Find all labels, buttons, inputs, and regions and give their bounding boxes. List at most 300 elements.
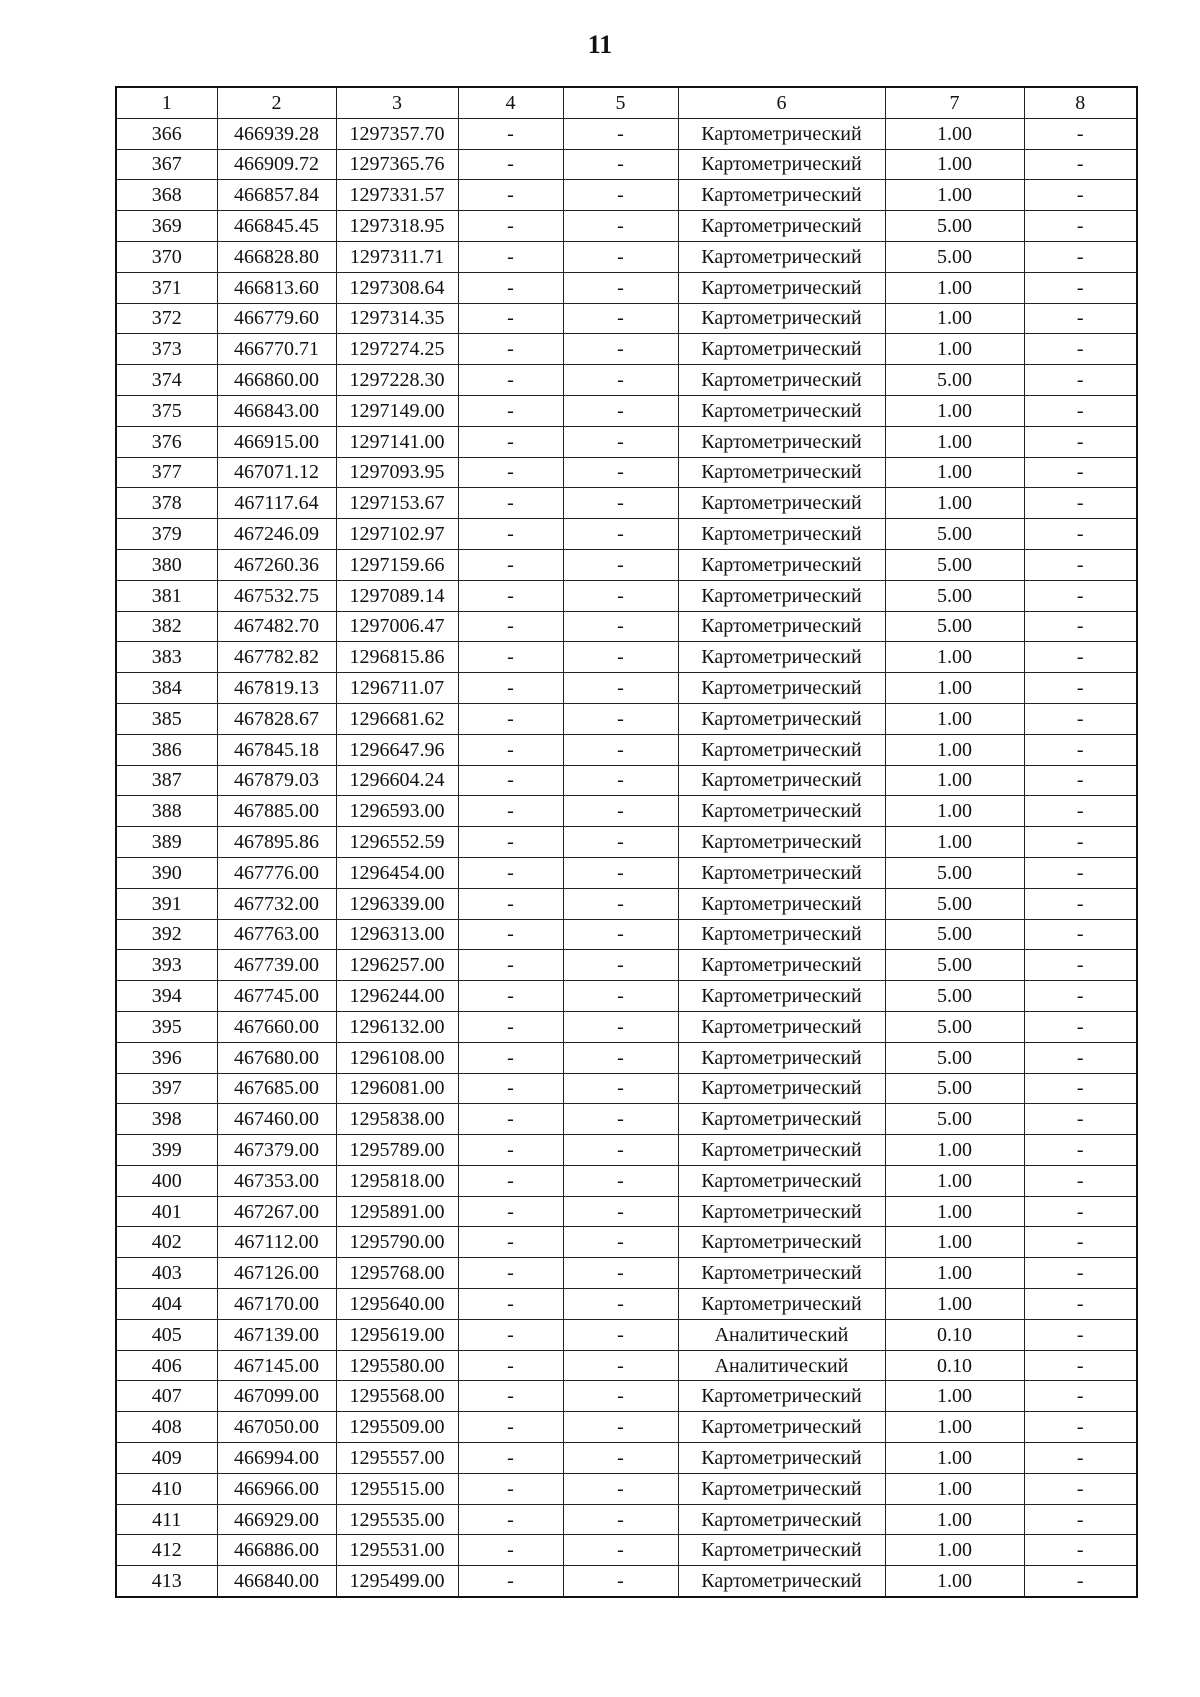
col8-value-cell: - xyxy=(1024,334,1137,365)
col5-value-cell: - xyxy=(563,118,678,149)
col4-value-cell: - xyxy=(458,1227,563,1258)
method-cell: Картометрический xyxy=(678,673,885,704)
page-number: 11 xyxy=(587,30,613,59)
y-coordinate-cell: 1295619.00 xyxy=(336,1319,458,1350)
col4-value-cell: - xyxy=(458,488,563,519)
y-coordinate-cell: 1295818.00 xyxy=(336,1165,458,1196)
y-coordinate-cell: 1296244.00 xyxy=(336,981,458,1012)
accuracy-cell: 5.00 xyxy=(885,580,1024,611)
col8-value-cell: - xyxy=(1024,703,1137,734)
col5-value-cell: - xyxy=(563,1535,678,1566)
col5-value-cell: - xyxy=(563,981,678,1012)
table-row xyxy=(116,1135,1137,1166)
x-coordinate-cell: 466966.00 xyxy=(217,1473,336,1504)
table-row xyxy=(116,1350,1137,1381)
x-coordinate-cell: 467145.00 xyxy=(217,1350,336,1381)
col5-value-cell: - xyxy=(563,1104,678,1135)
method-cell: Картометрический xyxy=(678,1535,885,1566)
col5-value-cell: - xyxy=(563,395,678,426)
point-number-cell: 385 xyxy=(116,703,217,734)
x-coordinate-cell: 466909.72 xyxy=(217,149,336,180)
y-coordinate-cell: 1296108.00 xyxy=(336,1042,458,1073)
x-coordinate-cell: 466813.60 xyxy=(217,272,336,303)
col4-value-cell: - xyxy=(458,1381,563,1412)
col4-value-cell: - xyxy=(458,796,563,827)
x-coordinate-cell: 466915.00 xyxy=(217,426,336,457)
accuracy-cell: 1.00 xyxy=(885,1227,1024,1258)
accuracy-cell: 1.00 xyxy=(885,1535,1024,1566)
point-number-cell: 376 xyxy=(116,426,217,457)
table-row xyxy=(116,981,1137,1012)
y-coordinate-cell: 1297153.67 xyxy=(336,488,458,519)
table-row xyxy=(116,673,1137,704)
y-coordinate-cell: 1297093.95 xyxy=(336,457,458,488)
table-row xyxy=(116,426,1137,457)
x-coordinate-cell: 467660.00 xyxy=(217,1011,336,1042)
col4-value-cell: - xyxy=(458,549,563,580)
col8-value-cell: - xyxy=(1024,1319,1137,1350)
col5-value-cell: - xyxy=(563,1042,678,1073)
accuracy-cell: 0.10 xyxy=(885,1350,1024,1381)
y-coordinate-cell: 1297308.64 xyxy=(336,272,458,303)
method-cell: Картометрический xyxy=(678,149,885,180)
point-number-cell: 408 xyxy=(116,1412,217,1443)
accuracy-cell: 1.00 xyxy=(885,334,1024,365)
accuracy-cell: 1.00 xyxy=(885,765,1024,796)
accuracy-cell: 1.00 xyxy=(885,118,1024,149)
col8-value-cell: - xyxy=(1024,611,1137,642)
x-coordinate-cell: 467099.00 xyxy=(217,1381,336,1412)
point-number-cell: 390 xyxy=(116,857,217,888)
x-coordinate-cell: 467895.86 xyxy=(217,827,336,858)
accuracy-cell: 1.00 xyxy=(885,673,1024,704)
col4-value-cell: - xyxy=(458,303,563,334)
col8-value-cell: - xyxy=(1024,1196,1137,1227)
method-cell: Картометрический xyxy=(678,1104,885,1135)
accuracy-cell: 0.10 xyxy=(885,1319,1024,1350)
col8-value-cell: - xyxy=(1024,1473,1137,1504)
method-cell: Картометрический xyxy=(678,211,885,242)
col4-value-cell: - xyxy=(458,334,563,365)
y-coordinate-cell: 1295557.00 xyxy=(336,1443,458,1474)
table-row xyxy=(116,1258,1137,1289)
accuracy-cell: 1.00 xyxy=(885,1443,1024,1474)
method-cell: Картометрический xyxy=(678,827,885,858)
col5-value-cell: - xyxy=(563,519,678,550)
col5-value-cell: - xyxy=(563,642,678,673)
method-cell: Картометрический xyxy=(678,1258,885,1289)
col8-value-cell: - xyxy=(1024,272,1137,303)
method-cell: Картометрический xyxy=(678,303,885,334)
table-row xyxy=(116,1289,1137,1320)
col5-value-cell: - xyxy=(563,241,678,272)
method-cell: Картометрический xyxy=(678,1289,885,1320)
point-number-cell: 383 xyxy=(116,642,217,673)
x-coordinate-cell: 466845.45 xyxy=(217,211,336,242)
col4-value-cell: - xyxy=(458,642,563,673)
method-cell: Картометрический xyxy=(678,703,885,734)
y-coordinate-cell: 1296593.00 xyxy=(336,796,458,827)
col5-value-cell: - xyxy=(563,734,678,765)
col5-value-cell: - xyxy=(563,488,678,519)
accuracy-cell: 1.00 xyxy=(885,303,1024,334)
method-cell: Картометрический xyxy=(678,919,885,950)
col4-value-cell: - xyxy=(458,395,563,426)
column-header-4: 4 xyxy=(458,87,563,118)
accuracy-cell: 1.00 xyxy=(885,180,1024,211)
y-coordinate-cell: 1295790.00 xyxy=(336,1227,458,1258)
accuracy-cell: 1.00 xyxy=(885,1258,1024,1289)
col5-value-cell: - xyxy=(563,1319,678,1350)
x-coordinate-cell: 467845.18 xyxy=(217,734,336,765)
point-number-cell: 382 xyxy=(116,611,217,642)
method-cell: Картометрический xyxy=(678,580,885,611)
point-number-cell: 377 xyxy=(116,457,217,488)
table-header-row xyxy=(116,87,1137,118)
method-cell: Картометрический xyxy=(678,734,885,765)
point-number-cell: 404 xyxy=(116,1289,217,1320)
col8-value-cell: - xyxy=(1024,180,1137,211)
col8-value-cell: - xyxy=(1024,1289,1137,1320)
accuracy-cell: 5.00 xyxy=(885,981,1024,1012)
col8-value-cell: - xyxy=(1024,426,1137,457)
method-cell: Картометрический xyxy=(678,981,885,1012)
col4-value-cell: - xyxy=(458,981,563,1012)
accuracy-cell: 5.00 xyxy=(885,549,1024,580)
table-row xyxy=(116,1042,1137,1073)
table-row xyxy=(116,272,1137,303)
col5-value-cell: - xyxy=(563,149,678,180)
table-row xyxy=(116,1073,1137,1104)
method-cell: Картометрический xyxy=(678,365,885,396)
y-coordinate-cell: 1296454.00 xyxy=(336,857,458,888)
x-coordinate-cell: 467776.00 xyxy=(217,857,336,888)
coordinates-table xyxy=(115,86,1138,1598)
col8-value-cell: - xyxy=(1024,1165,1137,1196)
method-cell: Картометрический xyxy=(678,549,885,580)
table-row xyxy=(116,1443,1137,1474)
col8-value-cell: - xyxy=(1024,1135,1137,1166)
col5-value-cell: - xyxy=(563,1350,678,1381)
col8-value-cell: - xyxy=(1024,1504,1137,1535)
col8-value-cell: - xyxy=(1024,1566,1137,1597)
method-cell: Картометрический xyxy=(678,1443,885,1474)
accuracy-cell: 1.00 xyxy=(885,1504,1024,1535)
method-cell: Картометрический xyxy=(678,519,885,550)
x-coordinate-cell: 467139.00 xyxy=(217,1319,336,1350)
col8-value-cell: - xyxy=(1024,519,1137,550)
point-number-cell: 371 xyxy=(116,272,217,303)
col5-value-cell: - xyxy=(563,365,678,396)
point-number-cell: 387 xyxy=(116,765,217,796)
method-cell: Картометрический xyxy=(678,611,885,642)
col5-value-cell: - xyxy=(563,673,678,704)
point-number-cell: 386 xyxy=(116,734,217,765)
x-coordinate-cell: 466857.84 xyxy=(217,180,336,211)
col5-value-cell: - xyxy=(563,180,678,211)
point-number-cell: 410 xyxy=(116,1473,217,1504)
method-cell: Картометрический xyxy=(678,1381,885,1412)
accuracy-cell: 1.00 xyxy=(885,272,1024,303)
point-number-cell: 379 xyxy=(116,519,217,550)
y-coordinate-cell: 1295768.00 xyxy=(336,1258,458,1289)
method-cell: Картометрический xyxy=(678,395,885,426)
y-coordinate-cell: 1297357.70 xyxy=(336,118,458,149)
point-number-cell: 369 xyxy=(116,211,217,242)
y-coordinate-cell: 1297149.00 xyxy=(336,395,458,426)
point-number-cell: 395 xyxy=(116,1011,217,1042)
x-coordinate-cell: 466929.00 xyxy=(217,1504,336,1535)
x-coordinate-cell: 467745.00 xyxy=(217,981,336,1012)
table-row xyxy=(116,457,1137,488)
col4-value-cell: - xyxy=(458,457,563,488)
point-number-cell: 374 xyxy=(116,365,217,396)
point-number-cell: 400 xyxy=(116,1165,217,1196)
accuracy-cell: 1.00 xyxy=(885,1135,1024,1166)
column-header-2: 2 xyxy=(217,87,336,118)
table-row xyxy=(116,365,1137,396)
y-coordinate-cell: 1295531.00 xyxy=(336,1535,458,1566)
table-row xyxy=(116,303,1137,334)
method-cell: Картометрический xyxy=(678,118,885,149)
col5-value-cell: - xyxy=(563,334,678,365)
col4-value-cell: - xyxy=(458,1135,563,1166)
point-number-cell: 372 xyxy=(116,303,217,334)
x-coordinate-cell: 467379.00 xyxy=(217,1135,336,1166)
col5-value-cell: - xyxy=(563,857,678,888)
col5-value-cell: - xyxy=(563,611,678,642)
col4-value-cell: - xyxy=(458,1073,563,1104)
col4-value-cell: - xyxy=(458,1566,563,1597)
point-number-cell: 380 xyxy=(116,549,217,580)
point-number-cell: 402 xyxy=(116,1227,217,1258)
col8-value-cell: - xyxy=(1024,1104,1137,1135)
col8-value-cell: - xyxy=(1024,149,1137,180)
col8-value-cell: - xyxy=(1024,1350,1137,1381)
table-row xyxy=(116,611,1137,642)
accuracy-cell: 5.00 xyxy=(885,1104,1024,1135)
col4-value-cell: - xyxy=(458,1042,563,1073)
col5-value-cell: - xyxy=(563,1135,678,1166)
col5-value-cell: - xyxy=(563,1443,678,1474)
point-number-cell: 375 xyxy=(116,395,217,426)
method-cell: Картометрический xyxy=(678,765,885,796)
col5-value-cell: - xyxy=(563,272,678,303)
point-number-cell: 381 xyxy=(116,580,217,611)
y-coordinate-cell: 1296815.86 xyxy=(336,642,458,673)
col8-value-cell: - xyxy=(1024,395,1137,426)
table-row xyxy=(116,703,1137,734)
col8-value-cell: - xyxy=(1024,673,1137,704)
column-header-8: 8 xyxy=(1024,87,1137,118)
accuracy-cell: 1.00 xyxy=(885,1473,1024,1504)
col8-value-cell: - xyxy=(1024,549,1137,580)
point-number-cell: 393 xyxy=(116,950,217,981)
point-number-cell: 405 xyxy=(116,1319,217,1350)
accuracy-cell: 1.00 xyxy=(885,488,1024,519)
accuracy-cell: 5.00 xyxy=(885,919,1024,950)
col5-value-cell: - xyxy=(563,1473,678,1504)
col8-value-cell: - xyxy=(1024,796,1137,827)
col8-value-cell: - xyxy=(1024,642,1137,673)
x-coordinate-cell: 467260.36 xyxy=(217,549,336,580)
y-coordinate-cell: 1296711.07 xyxy=(336,673,458,704)
accuracy-cell: 1.00 xyxy=(885,703,1024,734)
accuracy-cell: 5.00 xyxy=(885,519,1024,550)
col5-value-cell: - xyxy=(563,303,678,334)
col5-value-cell: - xyxy=(563,827,678,858)
x-coordinate-cell: 466843.00 xyxy=(217,395,336,426)
point-number-cell: 397 xyxy=(116,1073,217,1104)
accuracy-cell: 5.00 xyxy=(885,241,1024,272)
x-coordinate-cell: 467732.00 xyxy=(217,888,336,919)
col8-value-cell: - xyxy=(1024,241,1137,272)
table-row xyxy=(116,950,1137,981)
col4-value-cell: - xyxy=(458,580,563,611)
x-coordinate-cell: 467112.00 xyxy=(217,1227,336,1258)
y-coordinate-cell: 1297159.66 xyxy=(336,549,458,580)
col5-value-cell: - xyxy=(563,1227,678,1258)
table-row xyxy=(116,1381,1137,1412)
table-row xyxy=(116,180,1137,211)
x-coordinate-cell: 467170.00 xyxy=(217,1289,336,1320)
col4-value-cell: - xyxy=(458,1196,563,1227)
accuracy-cell: 1.00 xyxy=(885,827,1024,858)
x-coordinate-cell: 467885.00 xyxy=(217,796,336,827)
method-cell: Картометрический xyxy=(678,1165,885,1196)
col5-value-cell: - xyxy=(563,1073,678,1104)
col8-value-cell: - xyxy=(1024,734,1137,765)
method-cell: Картометрический xyxy=(678,1073,885,1104)
col4-value-cell: - xyxy=(458,950,563,981)
col5-value-cell: - xyxy=(563,796,678,827)
point-number-cell: 394 xyxy=(116,981,217,1012)
point-number-cell: 406 xyxy=(116,1350,217,1381)
table-row xyxy=(116,1473,1137,1504)
accuracy-cell: 1.00 xyxy=(885,426,1024,457)
y-coordinate-cell: 1297318.95 xyxy=(336,211,458,242)
table-body xyxy=(116,118,1137,1597)
x-coordinate-cell: 466770.71 xyxy=(217,334,336,365)
col4-value-cell: - xyxy=(458,365,563,396)
x-coordinate-cell: 466860.00 xyxy=(217,365,336,396)
accuracy-cell: 5.00 xyxy=(885,611,1024,642)
col8-value-cell: - xyxy=(1024,765,1137,796)
x-coordinate-cell: 466840.00 xyxy=(217,1566,336,1597)
x-coordinate-cell: 467685.00 xyxy=(217,1073,336,1104)
col8-value-cell: - xyxy=(1024,303,1137,334)
x-coordinate-cell: 467126.00 xyxy=(217,1258,336,1289)
method-cell: Картометрический xyxy=(678,888,885,919)
accuracy-cell: 1.00 xyxy=(885,149,1024,180)
table-row xyxy=(116,734,1137,765)
y-coordinate-cell: 1297089.14 xyxy=(336,580,458,611)
x-coordinate-cell: 467246.09 xyxy=(217,519,336,550)
table-row xyxy=(116,919,1137,950)
col5-value-cell: - xyxy=(563,1011,678,1042)
table-row xyxy=(116,488,1137,519)
table-row xyxy=(116,211,1137,242)
y-coordinate-cell: 1295838.00 xyxy=(336,1104,458,1135)
col4-value-cell: - xyxy=(458,149,563,180)
point-number-cell: 407 xyxy=(116,1381,217,1412)
col5-value-cell: - xyxy=(563,457,678,488)
table-row xyxy=(116,1535,1137,1566)
col4-value-cell: - xyxy=(458,1504,563,1535)
col4-value-cell: - xyxy=(458,919,563,950)
col5-value-cell: - xyxy=(563,765,678,796)
table-row xyxy=(116,796,1137,827)
y-coordinate-cell: 1296081.00 xyxy=(336,1073,458,1104)
x-coordinate-cell: 467763.00 xyxy=(217,919,336,950)
col4-value-cell: - xyxy=(458,1412,563,1443)
col5-value-cell: - xyxy=(563,549,678,580)
method-cell: Картометрический xyxy=(678,857,885,888)
col8-value-cell: - xyxy=(1024,919,1137,950)
col5-value-cell: - xyxy=(563,1504,678,1535)
table-row xyxy=(116,149,1137,180)
col8-value-cell: - xyxy=(1024,457,1137,488)
y-coordinate-cell: 1296604.24 xyxy=(336,765,458,796)
column-header-7: 7 xyxy=(885,87,1024,118)
table-row xyxy=(116,1196,1137,1227)
method-cell: Картометрический xyxy=(678,1473,885,1504)
method-cell: Картометрический xyxy=(678,1412,885,1443)
y-coordinate-cell: 1297006.47 xyxy=(336,611,458,642)
accuracy-cell: 5.00 xyxy=(885,857,1024,888)
x-coordinate-cell: 467050.00 xyxy=(217,1412,336,1443)
table-row xyxy=(116,827,1137,858)
column-header-5: 5 xyxy=(563,87,678,118)
col4-value-cell: - xyxy=(458,426,563,457)
method-cell: Картометрический xyxy=(678,334,885,365)
y-coordinate-cell: 1297314.35 xyxy=(336,303,458,334)
col5-value-cell: - xyxy=(563,888,678,919)
col4-value-cell: - xyxy=(458,765,563,796)
col4-value-cell: - xyxy=(458,1289,563,1320)
accuracy-cell: 1.00 xyxy=(885,1289,1024,1320)
col4-value-cell: - xyxy=(458,703,563,734)
x-coordinate-cell: 467482.70 xyxy=(217,611,336,642)
col8-value-cell: - xyxy=(1024,1073,1137,1104)
point-number-cell: 367 xyxy=(116,149,217,180)
table-row xyxy=(116,118,1137,149)
point-number-cell: 412 xyxy=(116,1535,217,1566)
x-coordinate-cell: 467819.13 xyxy=(217,673,336,704)
table-row xyxy=(116,1011,1137,1042)
method-cell: Картометрический xyxy=(678,642,885,673)
point-number-cell: 392 xyxy=(116,919,217,950)
x-coordinate-cell: 467532.75 xyxy=(217,580,336,611)
table-row xyxy=(116,1227,1137,1258)
y-coordinate-cell: 1295789.00 xyxy=(336,1135,458,1166)
point-number-cell: 399 xyxy=(116,1135,217,1166)
col8-value-cell: - xyxy=(1024,1227,1137,1258)
accuracy-cell: 1.00 xyxy=(885,1165,1024,1196)
x-coordinate-cell: 467828.67 xyxy=(217,703,336,734)
col4-value-cell: - xyxy=(458,241,563,272)
col4-value-cell: - xyxy=(458,519,563,550)
col8-value-cell: - xyxy=(1024,857,1137,888)
x-coordinate-cell: 467680.00 xyxy=(217,1042,336,1073)
col4-value-cell: - xyxy=(458,272,563,303)
table-row xyxy=(116,1319,1137,1350)
accuracy-cell: 1.00 xyxy=(885,395,1024,426)
point-number-cell: 409 xyxy=(116,1443,217,1474)
point-number-cell: 391 xyxy=(116,888,217,919)
col4-value-cell: - xyxy=(458,1443,563,1474)
accuracy-cell: 5.00 xyxy=(885,950,1024,981)
